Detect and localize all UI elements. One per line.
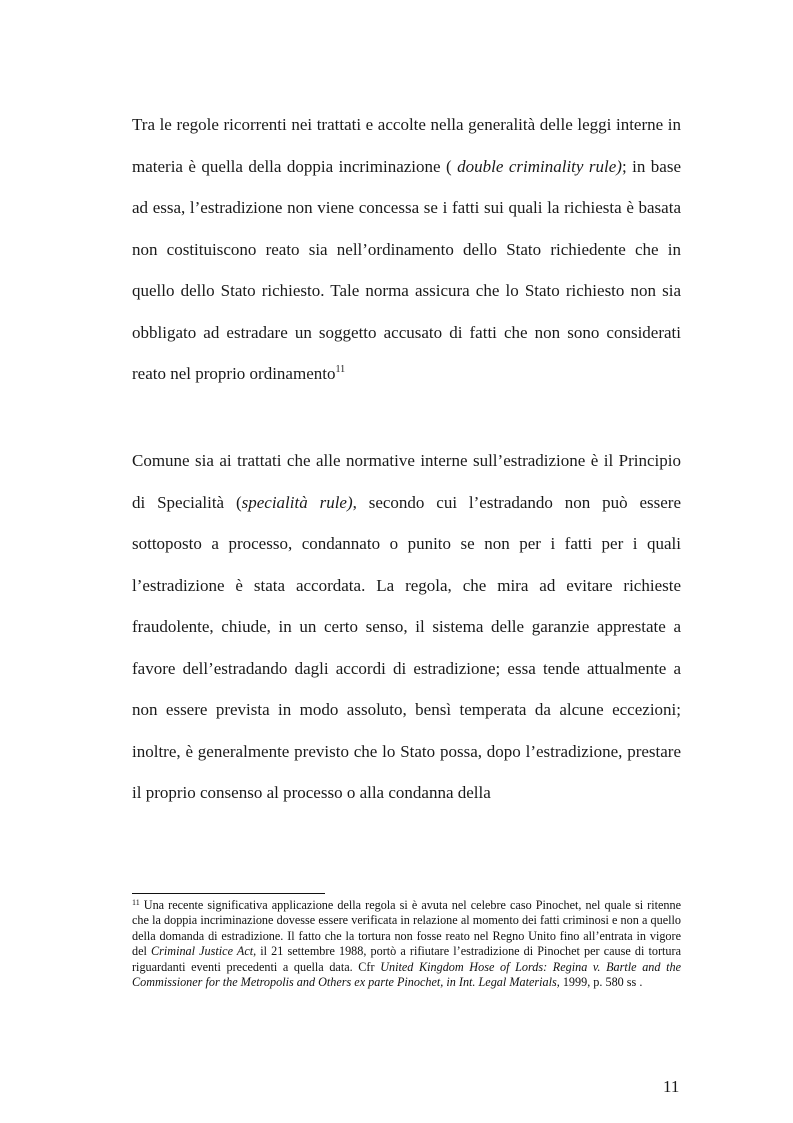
- italic-term-speciality-rule: specialità rule): [241, 492, 353, 512]
- footnote-text: , il 21 settembre 1988, portò a rifiutare l’estradizione di Pinochet per cause di tortura riguardanti eventi precedenti a quella data. Cfr: [132, 944, 681, 974]
- paragraph-speciality-principle: [132, 440, 681, 814]
- italic-term-double-criminality: double criminality rule): [457, 156, 622, 176]
- paragraph-text: Tra le regole ricorrenti nei trattati e accolte nella generalità delle leggi interne in materia è quella della doppia incriminazione (: [132, 115, 681, 176]
- paragraph-text: , secondo cui l’estradando non può essere sottoposto a processo, condannato o punito se non per i fatti per i quali l’estradizione è stata accordata. La regola, che mira ad evitare richieste fraudolente, chiude, in un certo senso, il sistema delle garanzie apprestate a favore dell’estradando dagli accordi di estradizione; essa tende attualmente a non essere prevista in modo assoluto, bensì temperata da alcune eccezioni; inoltre, è generalmente previsto che lo Stato possa, dopo l’estradizione, prestare il proprio consenso al processo o alla condanna della: [132, 492, 681, 802]
- paragraph-text: ; in base ad essa, l’estradizione non viene concessa se i fatti sui quali la richiesta è basata non costituiscono reato sia nell’ordinamento dello Stato richiedente che in quello dello Stato richiesto. Tale norma assicura che lo Stato richiesto non sia obbligato ad estradare un soggetto accusato di fatti che non sono considerati reato nel proprio ordinamento: [132, 156, 681, 383]
- footnote-reference[interactable]: 11: [335, 364, 346, 375]
- footnote-11: [132, 898, 681, 990]
- footnote-text: Una recente significativa applicazione della regola si è avuta nel celebre caso Pinochet, nel quale si ritenne che la doppia incriminazione dovesse essere verificata in relazione al momento dei fatti criminosi e non a quello della domanda di estradizione. Il fatto che la tortura non fosse reato nel Regno Unito fino all’entrata in vigore del: [132, 898, 681, 959]
- footnote-number: 11: [132, 898, 140, 907]
- footnote-text: 1999, p. 580 ss .: [559, 975, 643, 990]
- paragraph-double-criminality: [132, 104, 681, 395]
- page-number: 11: [663, 1077, 680, 1096]
- footnote-separator: [132, 893, 325, 894]
- footnote-italic-act: Criminal Justice Act: [151, 944, 254, 959]
- paragraph-text: Comune sia ai trattati che alle normative interne sull’estradizione è il Principio di Specialità (: [132, 451, 681, 512]
- footnote-italic-citation: United Kingdom Hose of Lords: Regina v. Bartle and the Commissioner for the Metropolis and Others ex parte Pinochet, in Int. Legal Materials,: [132, 959, 681, 990]
